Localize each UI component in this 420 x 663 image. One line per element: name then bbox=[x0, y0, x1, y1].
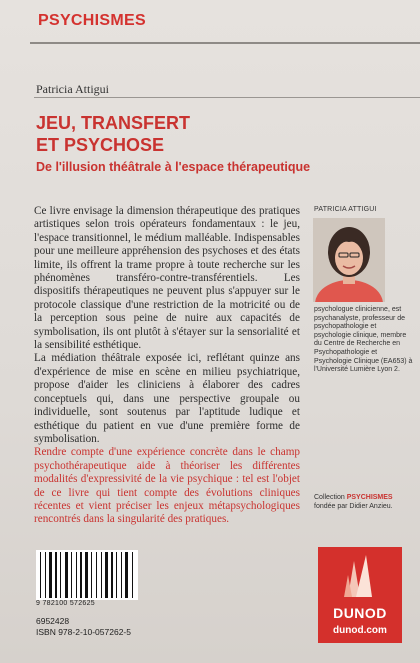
author-photo bbox=[313, 218, 385, 302]
book-title bbox=[36, 112, 190, 156]
header-rule bbox=[30, 42, 420, 44]
blurb-paragraph-3: Rendre compte d'une expérience concrète dans le champ psychothérapeutique aide à théoriser les différentes modalités d'expressivité de la vie psychique : tel est l'objet de ce livre qui tient compte des évolutions cliniques récentes et vient préciser les enjeux métapsychologiques rencontrés dans la singularité des pratiques. bbox=[34, 446, 300, 526]
bio-text: psychologue clinicienne, est psychanalyste, professeur de psychopathologie et psychologie clinique, membre du Centre de Recherche en Psychopathologie et Psychologie Clinique (EA653) à l'Université Lumière Lyon 2. bbox=[314, 306, 413, 374]
author-rule bbox=[34, 97, 420, 98]
collection-founder: fondée par Didier Anzieu. bbox=[314, 502, 393, 510]
collection-info bbox=[314, 494, 393, 511]
collection-label: Collection bbox=[314, 494, 345, 501]
barcode-bars bbox=[36, 550, 138, 600]
barcode bbox=[36, 550, 138, 600]
publisher-url: dunod.com bbox=[333, 625, 387, 636]
blurb bbox=[34, 205, 300, 527]
internal-code: 6952428 bbox=[36, 616, 70, 626]
title-line-2: ET PSYCHOSE bbox=[36, 135, 165, 155]
dunod-emblem-icon bbox=[318, 547, 402, 605]
publisher-logo bbox=[318, 547, 402, 643]
book-subtitle: De l'illusion théâtrale à l'espace thérapeutique bbox=[36, 160, 311, 174]
publisher-name: DUNOD bbox=[333, 605, 387, 621]
title-line-1: JEU, TRANSFERT bbox=[36, 113, 191, 133]
collection-name: PSYCHISMES bbox=[346, 494, 393, 501]
bio-heading: PATRICIA ATTIGUI bbox=[314, 206, 377, 213]
blurb-paragraph-2: La médiation théâtrale exposée ici, reflétant quinze ans d'expérience de mise en scène en milieu psychiatrique, propose d'aider les cliniciens à élaborer des cadres conceptuels qui, dans une perspective groupale ou individuelle, sont soutenus par l'aptitude ludique et esthétique du patient en vue d'une première forme de symbolisation. bbox=[34, 352, 300, 445]
series-title: PSYCHISMES bbox=[38, 12, 146, 29]
author-name: Patricia Attigui bbox=[36, 82, 109, 96]
author-portrait-image bbox=[313, 218, 385, 302]
blurb-paragraph-1: Ce livre envisage la dimension thérapeutique des pratiques artistiques selon trois opérateurs fondamentaux : le jeu, l'espace transitionnel, le médium malléable. Indispensables pour une meilleure appréhension des psychoses et des états limite, ils offrent la trame propre à toute recherche sur les phénomènes transféro-contre-transférentiels. Les dispositifs thérapeutiques ne peuvent plus s'appuyer sur le protocole classique d'une restriction de la motricité ou de la perception sous peine de nuire aux capacités de symbolisation, ils ont plutôt à s'étayer sur la sensorialité et la sensibilité esthétique. bbox=[34, 205, 300, 352]
isbn: ISBN 978-2-10-057262-5 bbox=[36, 627, 131, 637]
barcode-digits: 9 782100 572625 bbox=[36, 600, 95, 607]
